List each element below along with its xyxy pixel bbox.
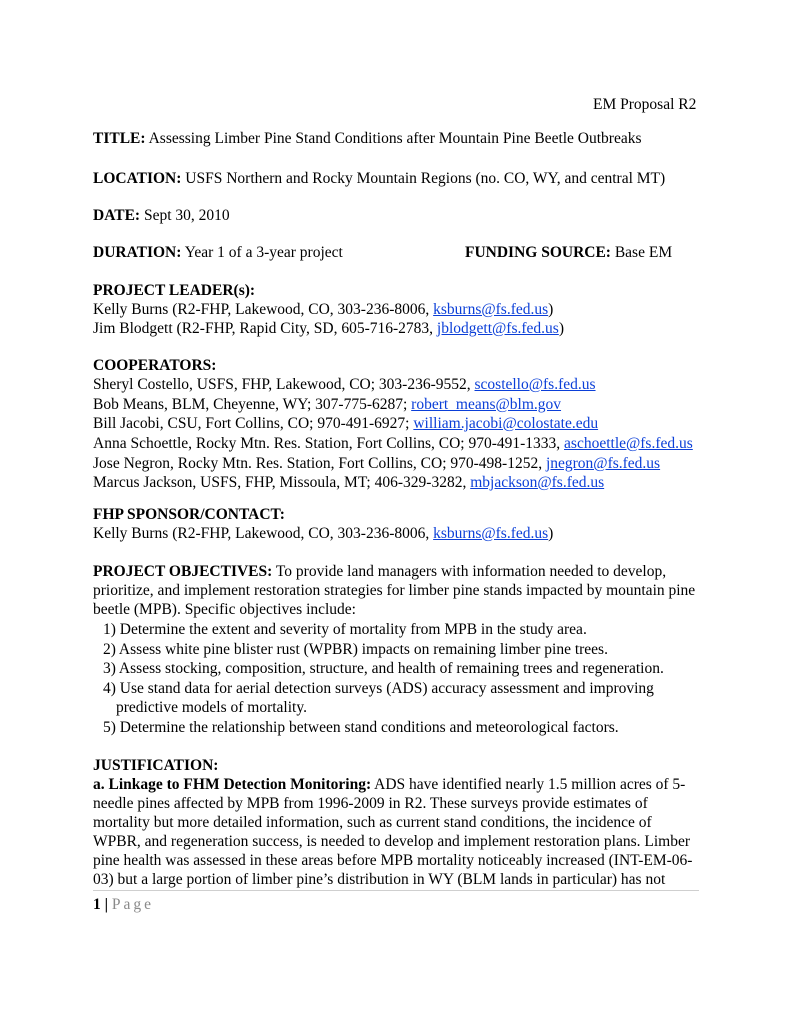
email-link[interactable]: robert_means@blm.gov <box>411 396 562 413</box>
objectives-intro: To provide land managers with information needed to develop, <box>275 563 667 580</box>
sponsor-after: ) <box>548 525 554 542</box>
email-link[interactable]: ksburns@fs.fed.us <box>433 301 549 318</box>
objective-item: 2) Assess white pine blister rust (WPBR) impacts on remaining limber pine trees. <box>103 641 608 658</box>
cooperator-line <box>93 454 660 473</box>
cooperator-text: Jose Negron, Rocky Mtn. Res. Station, Fort Collins, CO; 970-498-1252, <box>93 455 546 472</box>
cooperators-heading: COOPERATORS: <box>93 357 217 374</box>
objectives-line <box>93 562 666 581</box>
title-line <box>93 129 642 148</box>
email-link[interactable]: jblodgett@fs.fed.us <box>436 320 559 337</box>
sponsor-heading: FHP SPONSOR/CONTACT: <box>93 506 285 523</box>
cooperator-line <box>93 473 604 492</box>
page-footer <box>93 895 154 914</box>
leader-after: ) <box>558 320 564 337</box>
objective-item: 3) Assess stocking, composition, structure, and health of remaining trees and regeneration. <box>103 660 664 677</box>
email-link[interactable]: ksburns@fs.fed.us <box>433 525 549 542</box>
objective-item: 1) Determine the extent and severity of mortality from MPB in the study area. <box>103 621 587 638</box>
justification-line <box>93 775 685 794</box>
cooperator-text: Sheryl Costello, USFS, FHP, Lakewood, CO; 303-236-9552, <box>93 376 475 393</box>
objective-item: 5) Determine the relationship between stand conditions and meteorological factors. <box>103 719 619 736</box>
leader-text: Kelly Burns (R2-FHP, Lakewood, CO, 303-236-8006, <box>93 301 434 318</box>
proposal-id: EM Proposal R2 <box>593 96 697 113</box>
justification-text: pine health was assessed in these areas before MPB mortality noticeably increased (INT-EM-06- <box>93 852 693 869</box>
leader-text: Jim Blodgett (R2-FHP, Rapid City, SD, 605-716-2783, <box>93 320 437 337</box>
funding-line <box>465 243 672 262</box>
footer-divider <box>93 890 699 891</box>
objectives-heading: PROJECT OBJECTIVES: <box>93 563 273 580</box>
location-label: LOCATION: <box>93 170 182 187</box>
cooperator-line <box>93 375 596 394</box>
leader-line <box>93 300 553 319</box>
page-label: Page <box>111 896 155 913</box>
cooperator-text: Bill Jacobi, CSU, Fort Collins, CO; 970-491-6927; <box>93 415 414 432</box>
email-link[interactable]: aschoettle@fs.fed.us <box>564 435 693 452</box>
duration-line <box>93 243 343 262</box>
justification-heading: JUSTIFICATION: <box>93 757 219 774</box>
cooperator-text: Bob Means, BLM, Cheyenne, WY; 307-775-6287; <box>93 396 412 413</box>
email-link[interactable]: jnegron@fs.fed.us <box>545 455 661 472</box>
justification-text: 03) but a large portion of limber pine’s distribution in WY (BLM lands in particular) has not <box>93 871 666 888</box>
duration-value: Year 1 of a 3-year project <box>184 244 343 261</box>
justification-text: ADS have identified nearly 1.5 million acres of 5- <box>374 776 686 793</box>
objective-item-continued: predictive models of mortality. <box>116 699 307 716</box>
title-value: Assessing Limber Pine Stand Conditions after Mountain Pine Beetle Outbreaks <box>148 130 642 147</box>
page-number: 1 <box>93 896 101 913</box>
page-separator: | <box>104 896 109 913</box>
email-link[interactable]: mbjackson@fs.fed.us <box>470 474 605 491</box>
justification-text: needle pines affected by MPB from 1996-2009 in R2. These surveys provide estimates of <box>93 795 648 812</box>
funding-value: Base EM <box>614 244 673 261</box>
email-link[interactable]: william.jacobi@colostate.edu <box>413 415 599 432</box>
date-line <box>93 206 230 225</box>
justification-text: WPBR, and regeneration success, is needed to develop and implement restoration plans. Limber <box>93 833 691 850</box>
cooperator-line <box>93 414 598 433</box>
email-link[interactable]: scostello@fs.fed.us <box>474 376 596 393</box>
sponsor-text: Kelly Burns (R2-FHP, Lakewood, CO, 303-236-8006, <box>93 525 434 542</box>
title-label: TITLE: <box>93 130 146 147</box>
duration-label: DURATION: <box>93 244 182 261</box>
objective-item: 4) Use stand data for aerial detection surveys (ADS) accuracy assessment and improving <box>103 680 654 697</box>
sponsor-line <box>93 524 553 543</box>
justification-subheading: a. Linkage to FHM Detection Monitoring: <box>93 776 372 793</box>
objectives-intro: prioritize, and implement restoration strategies for limber pine stands impacted by mountain pine <box>93 582 696 599</box>
leader-line <box>93 319 564 338</box>
leader-after: ) <box>548 301 554 318</box>
cooperator-text: Anna Schoettle, Rocky Mtn. Res. Station, Fort Collins, CO; 970-491-1333, <box>93 435 565 452</box>
cooperator-line <box>93 434 693 453</box>
objectives-intro: beetle (MPB). Specific objectives include: <box>93 601 356 618</box>
cooperator-text: Marcus Jackson, USFS, FHP, Missoula, MT; 406-329-3282, <box>93 474 471 491</box>
date-label: DATE: <box>93 207 141 224</box>
date-value: Sept 30, 2010 <box>143 207 230 224</box>
project-leaders-heading: PROJECT LEADER(s): <box>93 282 256 299</box>
location-line <box>93 169 665 188</box>
justification-text: mortality but more detailed information, such as current stand conditions, the incidence of <box>93 814 652 831</box>
funding-label: FUNDING SOURCE: <box>465 244 611 261</box>
location-value: USFS Northern and Rocky Mountain Regions (no. CO, WY, and central MT) <box>185 170 666 187</box>
cooperator-line <box>93 395 561 414</box>
